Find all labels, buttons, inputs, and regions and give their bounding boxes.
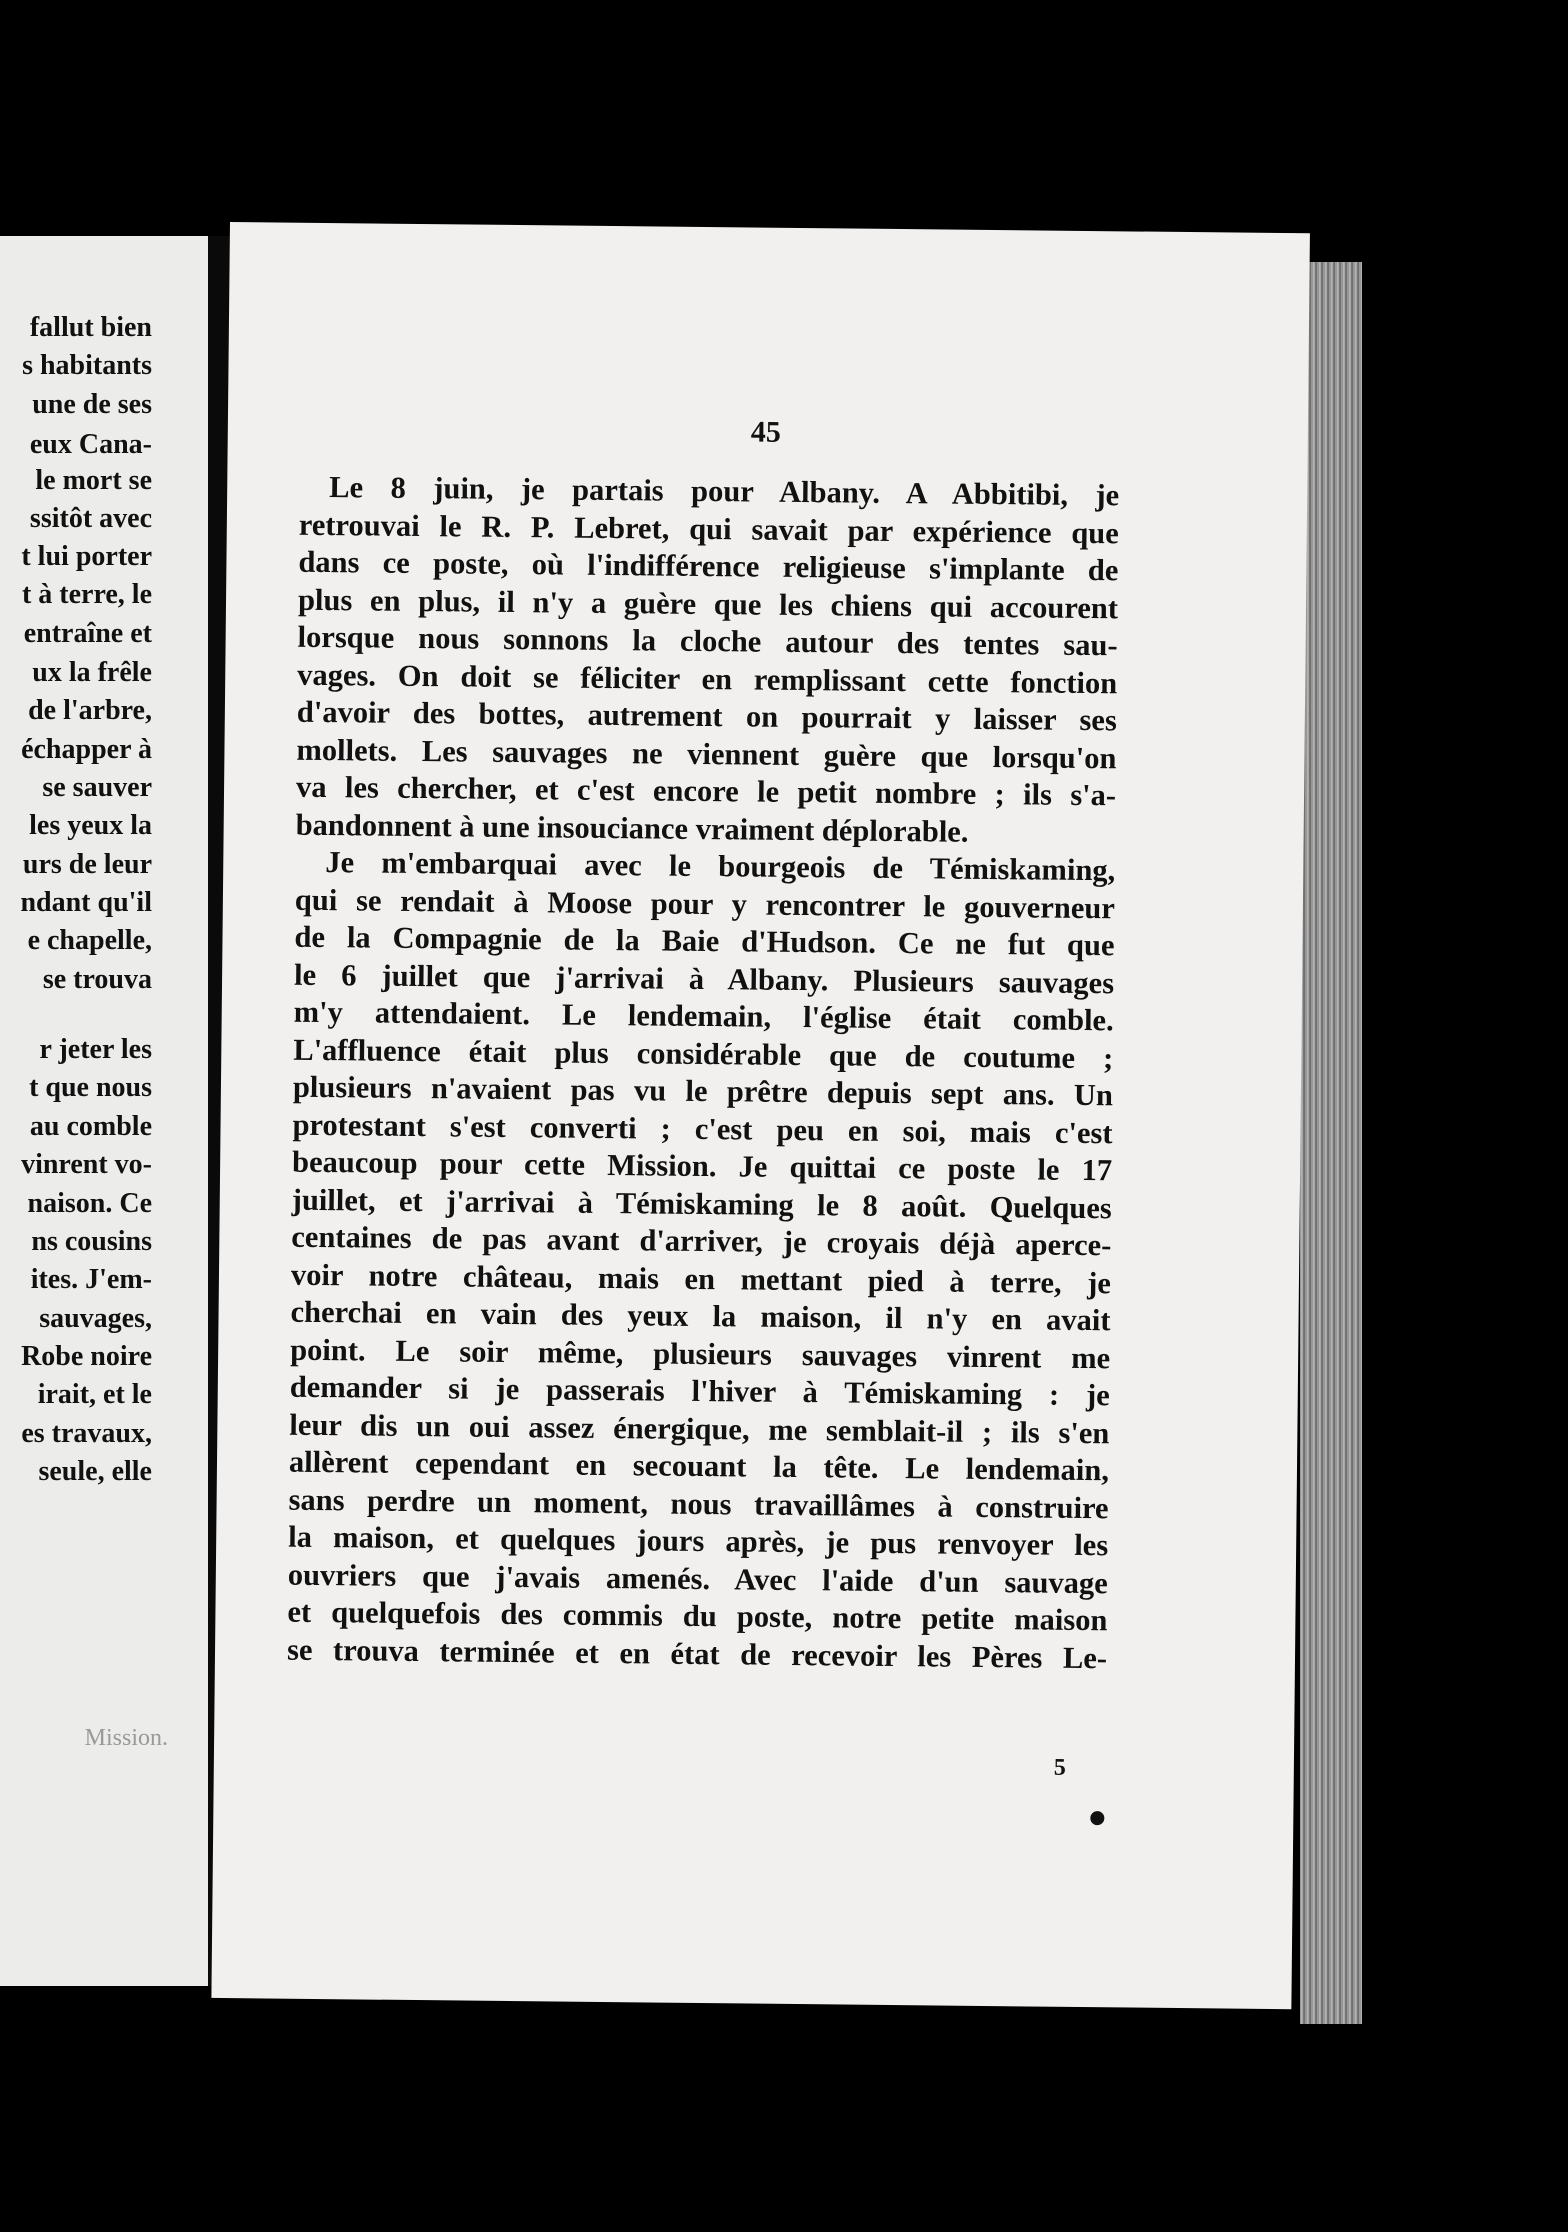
text-line: de la Compagnie de la Baie d'Hudson. Ce ne fut que xyxy=(294,919,1115,963)
text-line: retrouvai le R. P. Lebret, qui savait par expérience que xyxy=(298,507,1119,550)
left-page-line: fallut bien xyxy=(29,312,152,343)
left-page-line: entraîne et xyxy=(23,618,152,649)
left-page-line: les yeux la xyxy=(29,810,152,841)
text-line: centaines de pas avant d'arriver, je croyais déjà aperce- xyxy=(291,1219,1112,1263)
text-line: cherchai en vain des yeux la maison, il n'y en avait xyxy=(290,1294,1111,1338)
text-line: et quelquefois des commis du poste, notre petite maison xyxy=(287,1594,1108,1638)
show-through-text: Mission. xyxy=(84,1725,168,1751)
text-line: dans ce poste, où l'indifférence religieuse s'implante de xyxy=(298,544,1119,588)
left-page-line: e chapelle, xyxy=(27,925,152,956)
text-line: voir notre château, mais en mettant pied à terre, je xyxy=(290,1257,1112,1300)
left-page-line: r jeter les xyxy=(39,1034,152,1065)
page-edge xyxy=(1300,262,1362,2024)
text-line: Le 8 juin, je partais pour Albany. A Abbitibi, je xyxy=(329,470,1120,513)
left-page-line: t à terre, le xyxy=(21,579,152,610)
text-line: beaucoup pour cette Mission. Je quittai ce poste le 17 xyxy=(291,1144,1113,1188)
left-page-line: se trouva xyxy=(42,964,152,995)
text-line: sans perdre un moment, nous travaillâmes à construire xyxy=(288,1482,1109,1525)
text-line: vages. On doit se féliciter en remplissant cette fonction xyxy=(297,657,1118,700)
text-line: plus en plus, il n'y a guère que les chiens qui accourent xyxy=(297,582,1119,625)
left-page-line: sauvages, xyxy=(39,1303,152,1334)
left-page-line: ux la frêle xyxy=(32,657,152,688)
signature-mark: 5 xyxy=(1053,1754,1066,1781)
paragraph xyxy=(287,844,1116,1678)
left-page-line: se sauver xyxy=(42,772,152,803)
page-number: 45 xyxy=(750,415,782,449)
paragraph xyxy=(295,469,1119,853)
left-page-line: de l'arbre, xyxy=(28,695,152,726)
left-page-line: vinrent vo- xyxy=(21,1149,152,1180)
text-line: allèrent cependant en secouant la tête. Le lendemain, xyxy=(288,1444,1110,1488)
left-page-line: le mort se xyxy=(35,465,152,496)
left-page-line: irait, et le xyxy=(37,1379,152,1410)
left-page-line: naison. Ce xyxy=(27,1188,152,1219)
left-page-line: ndant qu'il xyxy=(20,887,152,918)
text-line: Je m'embarquai avec le bourgeois de Témiskaming, xyxy=(325,845,1116,888)
text-line: plusieurs n'avaient pas vu le prêtre depuis sept ans. Un xyxy=(292,1069,1114,1113)
left-page-line: Robe noire xyxy=(21,1341,152,1372)
text-line: va les chercher, et c'est encore le petit nombre ; ils s'a- xyxy=(295,769,1117,813)
text-line: point. Le soir même, plusieurs sauvages vinrent me xyxy=(290,1332,1111,1375)
left-page-line: ssitôt avec xyxy=(29,503,152,534)
left-page-fragment xyxy=(0,236,208,1986)
left-page-line: seule, elle xyxy=(38,1456,152,1487)
text-line: qui se rendait à Moose pour y rencontrer le gouverneur xyxy=(294,882,1116,925)
left-page-line: t lui porter xyxy=(21,541,152,572)
text-line: L'affluence était plus considérable que de coutume ; xyxy=(293,1032,1114,1075)
text-line: ouvriers que j'avais amenés. Avec l'aide d'un sauvage xyxy=(287,1557,1108,1600)
left-page-line: eux Cana- xyxy=(29,429,152,460)
left-page-line: t que nous xyxy=(29,1072,152,1103)
text-line: m'y attendaient. Le lendemain, l'église était comble. xyxy=(293,994,1114,1038)
text-line: lorsque nous sonnons la cloche autour des tentes sau- xyxy=(297,619,1118,663)
text-line: d'avoir des bottes, autrement on pourrait y laisser ses xyxy=(296,694,1118,738)
text-line: demander si je passerais l'hiver à Témiskaming : je xyxy=(289,1369,1110,1413)
text-line: le 6 juillet que j'arrivai à Albany. Plusieurs sauvages xyxy=(293,957,1115,1000)
text-line: leur dis un oui assez énergique, me semblait-il ; ils s'en xyxy=(289,1407,1110,1450)
left-page-line: au comble xyxy=(29,1111,152,1142)
right-page xyxy=(211,222,1310,2009)
left-page-line: ites. J'em- xyxy=(30,1264,152,1295)
left-page-line: une de ses xyxy=(32,389,152,420)
text-line: protestant s'est converti ; c'est peu en soi, mais c'est xyxy=(292,1107,1113,1150)
text-line: se trouva terminée et en état de recevoir les Pères Le- xyxy=(286,1632,1108,1675)
left-page-line: s habitants xyxy=(22,350,152,381)
left-page-line: es travaux, xyxy=(21,1418,152,1449)
body-text xyxy=(287,469,1120,1678)
text-line: bandonnent à une insouciance vraiment déplorable. xyxy=(295,807,969,849)
left-page-line: ns cousins xyxy=(31,1226,152,1257)
text-line: juillet, et j'arrivai à Témiskaming le 8 août. Quelques xyxy=(291,1182,1112,1225)
text-line: la maison, et quelques jours après, je pus renvoyer les xyxy=(288,1519,1109,1563)
ink-dot xyxy=(1090,1811,1104,1825)
text-line: mollets. Les sauvages ne viennent guère que lorsqu'on xyxy=(296,732,1117,775)
left-page-line: urs de leur xyxy=(22,849,152,880)
left-page-line: échapper à xyxy=(21,734,152,765)
